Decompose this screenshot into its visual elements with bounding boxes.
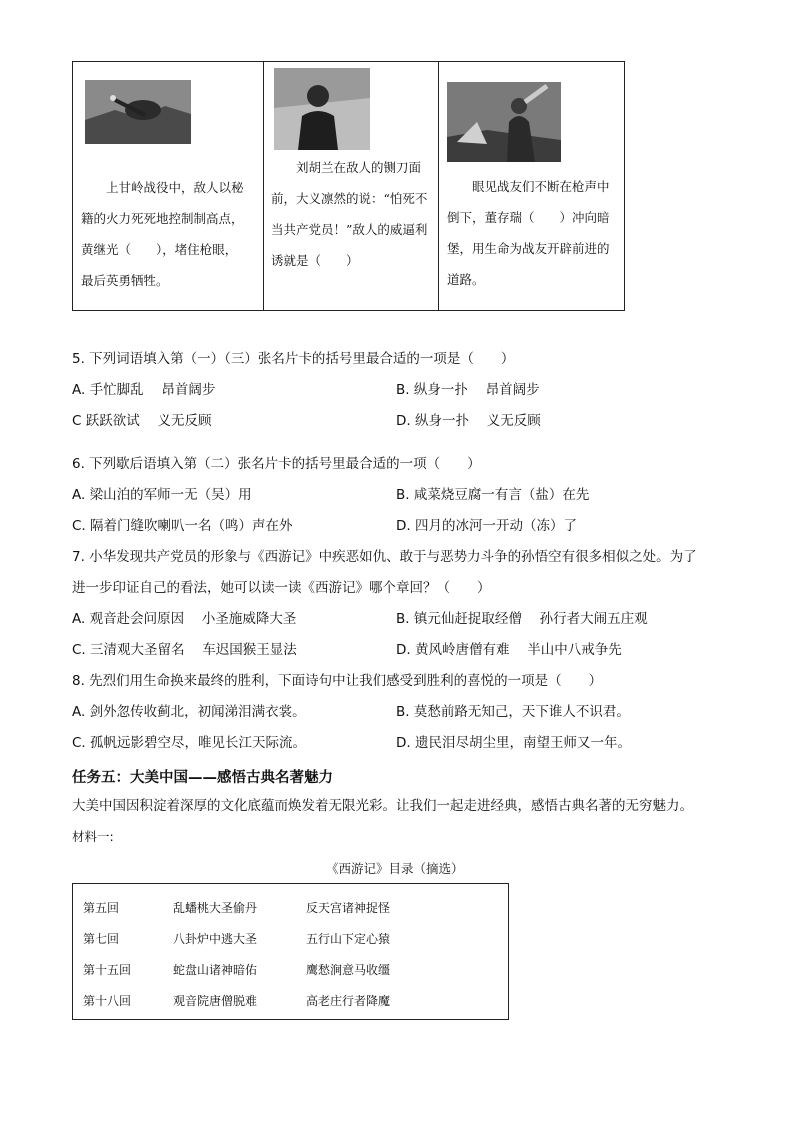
question-6-option-d[interactable]: [396, 517, 577, 535]
toc-chapter: 第七回: [83, 932, 120, 946]
toc-second-line: 高老庄行者降魔: [306, 994, 391, 1008]
option-text: 三清观大圣留名 车迟国猴王显法: [90, 642, 297, 658]
question-8-option-c[interactable]: [72, 734, 306, 752]
question-8-stem: 8. 先烈们用生命换来最终的胜利，下面诗句中让我们感受到胜利的喜悦的一项是（ ）: [72, 673, 603, 689]
option-text: 纵身一扑 昂首阔步: [413, 382, 540, 398]
card-divider: [438, 62, 439, 310]
option-label: D.: [396, 518, 411, 534]
toc-table: [72, 883, 509, 1020]
toc-chapter: 第十五回: [83, 963, 132, 977]
option-label: A.: [72, 611, 86, 627]
toc-title: 《西游记》目录（摘选）: [326, 861, 464, 876]
option-label: C: [72, 413, 82, 429]
card-caption-3: 眼见战友们不断在枪声中倒下，董存瑞（ ）冲向暗堡，用生命为战友开辟前进的道路。: [447, 179, 610, 287]
task-intro: 大美中国因积淀着深厚的文化底蕴而焕发着无限光彩。让我们一起走进经典，感悟古典名著的无穷魅力。: [72, 798, 693, 814]
huang-jiguang-photo: [85, 80, 191, 144]
option-label: A.: [72, 704, 86, 720]
toc-chapter: 第十八回: [83, 994, 132, 1008]
option-text: 隔着门缝吹喇叭一名（鸣）声在外: [90, 518, 293, 534]
question-6-option-a[interactable]: [72, 486, 252, 504]
dong-cunrui-photo: [447, 82, 561, 162]
option-text: 孤帆远影碧空尽，唯见长江天际流。: [90, 735, 307, 751]
toc-first-line: 八卦炉中逃大圣: [173, 932, 258, 946]
toc-second-line: 五行山下定心猿: [306, 932, 391, 946]
toc-first-line: 观音院唐僧脱难: [173, 994, 258, 1008]
option-label: B.: [396, 611, 410, 627]
question-7-option-c[interactable]: [72, 641, 297, 659]
question-6-option-c[interactable]: [72, 517, 293, 535]
option-text: 纵身一扑 义无反顾: [414, 413, 541, 429]
card-caption-1: 上甘岭战役中，敌人以秘籍的火力死死地控制制高点，黄继光（ ），堵住枪眼，最后英勇牺牲。: [81, 180, 244, 288]
toc-chapter: 第五回: [83, 901, 120, 915]
option-text: 镇元仙赶捉取经僧 孙行者大闹五庄观: [413, 611, 648, 627]
option-label: A.: [72, 487, 86, 503]
option-label: D.: [396, 642, 411, 658]
question-8-option-d[interactable]: [396, 734, 631, 752]
option-text: 黄风岭唐僧有难 半山中八戒争先: [414, 642, 622, 658]
card-caption-2: 刘胡兰在敌人的铡刀面前，大义凛然的说：“怕死不当共产党员！”敌人的威逼利诱就是（ ）: [271, 160, 428, 268]
toc-first-line: 乱蟠桃大圣偷丹: [173, 901, 258, 915]
option-label: C.: [72, 518, 86, 534]
question-5-stem: 5. 下列词语填入第（一）（三）张名片卡的括号里最合适的一项是（ ）: [72, 351, 515, 367]
option-text: 四月的冰河一开动（冻）了: [414, 518, 577, 534]
toc-second-line: 鹰愁涧意马收缰: [306, 963, 391, 977]
question-5-option-c[interactable]: [72, 412, 212, 430]
option-text: 观音赴会问原因 小圣施威降大圣: [89, 611, 297, 627]
option-label: D.: [396, 735, 411, 751]
option-label: C.: [72, 642, 86, 658]
question-7-stem: 7. 小华发现共产党员的形象与《西游记》中疾恶如仇、敢于与恶势力斗争的孙悟空有很多相似之处。为了: [72, 549, 697, 565]
liu-hulan-photo: [274, 68, 370, 150]
question-8-option-a[interactable]: [72, 703, 306, 721]
question-7-option-d[interactable]: [396, 641, 622, 659]
question-6-option-b[interactable]: [396, 486, 589, 504]
option-text: 咸菜烧豆腐一有言（盐）在先: [413, 487, 590, 503]
option-text: 跃跃欲试 义无反顾: [85, 413, 212, 429]
task-title: 任务五：大美中国——感悟古典名著魅力: [72, 770, 333, 786]
card-divider: [263, 62, 264, 310]
option-label: B.: [396, 487, 410, 503]
question-7-option-a[interactable]: [72, 610, 296, 628]
toc-first-line: 蛇盘山诸神暗佑: [173, 963, 258, 977]
option-label: B.: [396, 704, 410, 720]
option-label: D.: [396, 413, 411, 429]
question-7-option-b[interactable]: [396, 610, 648, 628]
material-label: 材料一:: [72, 829, 114, 844]
option-text: 手忙脚乱 昂首阔步: [89, 382, 216, 398]
option-text: 剑外忽传收蓟北，初闻涕泪满衣裳。: [89, 704, 306, 720]
question-7-stem-line2: 进一步印证自己的看法，她可以读一读《西游记》哪个章回？（ ）: [72, 580, 491, 596]
question-5-option-d[interactable]: [396, 412, 541, 430]
option-label: B.: [396, 382, 410, 398]
option-label: A.: [72, 382, 86, 398]
option-text: 梁山泊的军师一无（吴）用: [89, 487, 252, 503]
question-5-option-b[interactable]: [396, 381, 540, 399]
question-6-stem: 6. 下列歇后语填入第（二）张名片卡的括号里最合适的一项（ ）: [72, 456, 481, 472]
hero-cards-table: [72, 61, 625, 311]
option-label: C.: [72, 735, 86, 751]
question-5-option-a[interactable]: [72, 381, 215, 399]
option-text: 莫愁前路无知己，天下谁人不识君。: [413, 704, 630, 720]
question-8-option-b[interactable]: [396, 703, 630, 721]
option-text: 遗民泪尽胡尘里，南望王师又一年。: [414, 735, 631, 751]
toc-second-line: 反天宫诸神捉怪: [306, 901, 391, 915]
